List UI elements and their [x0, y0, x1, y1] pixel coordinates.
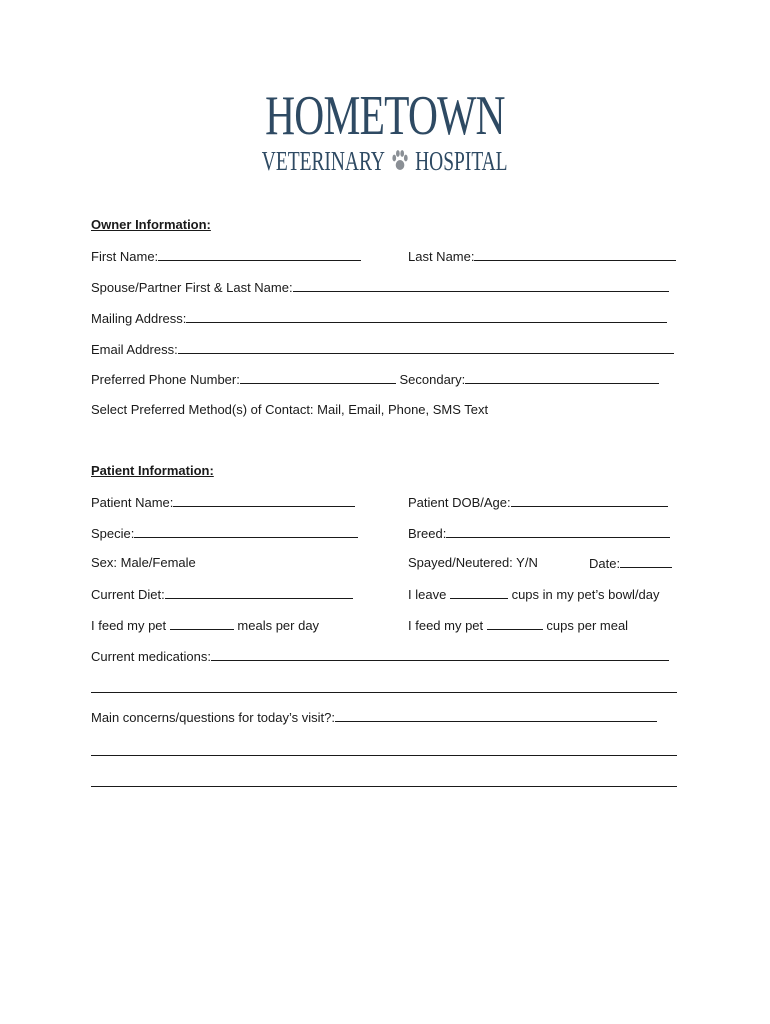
owner-heading: Owner Information: — [91, 217, 211, 232]
spouse-row — [91, 279, 669, 296]
concerns-extra-line-1[interactable] — [91, 755, 677, 756]
leave-prefix: I leave — [408, 587, 447, 602]
email-label: Email Address: — [91, 342, 178, 357]
logo-title: HOMETOWN — [265, 85, 505, 147]
breed-row — [408, 525, 670, 542]
leave-row — [408, 586, 659, 603]
leave-suffix: cups in my pet’s bowl/day — [511, 587, 660, 602]
feed-cups-suffix: cups per meal — [546, 618, 629, 633]
dob-label: Patient DOB/Age: — [408, 495, 511, 510]
medications-field[interactable] — [211, 648, 669, 661]
leave-cups-field[interactable] — [450, 586, 508, 599]
logo-subtitle — [262, 146, 508, 176]
medications-label: Current medications: — [91, 649, 211, 664]
sex-text: Sex: Male/Female — [91, 555, 196, 570]
patient-name-row — [91, 494, 355, 511]
diet-label: Current Diet: — [91, 587, 165, 602]
feed-cups-row — [408, 617, 628, 634]
phone-field[interactable] — [240, 371, 396, 384]
mailing-row — [91, 310, 667, 327]
diet-row — [91, 586, 353, 603]
paw-icon — [391, 148, 410, 174]
feed-meals-prefix: I feed my pet — [91, 618, 167, 633]
secondary-label: Secondary: — [399, 372, 466, 387]
first-name-field[interactable] — [158, 248, 361, 261]
breed-label: Breed: — [408, 526, 447, 541]
mailing-label: Mailing Address: — [91, 311, 187, 326]
specie-field[interactable] — [134, 525, 358, 538]
feed-cups-prefix: I feed my pet — [408, 618, 484, 633]
concerns-field[interactable] — [335, 709, 657, 722]
patient-name-label: Patient Name: — [91, 495, 174, 510]
phone-label: Preferred Phone Number: — [91, 372, 240, 387]
diet-field[interactable] — [165, 586, 353, 599]
concerns-row — [91, 709, 657, 726]
logo-subtitle-left: VETERINARY — [262, 146, 386, 176]
medications-row — [91, 648, 669, 665]
spouse-field[interactable] — [293, 279, 669, 292]
last-name-row — [408, 248, 676, 265]
contact-method: Select Preferred Method(s) of Contact: Mail, Email, Phone, SMS Text — [91, 402, 489, 417]
phone-row — [91, 371, 659, 388]
date-row — [589, 555, 672, 572]
concerns-extra-line-2[interactable] — [91, 786, 677, 787]
spayed-text: Spayed/Neutered: Y/N — [408, 555, 538, 570]
specie-label: Specie: — [91, 526, 135, 541]
feed-cups-field[interactable] — [487, 617, 543, 630]
patient-heading: Patient Information: — [91, 463, 214, 478]
last-name-label: Last Name: — [408, 249, 475, 264]
first-name-label: First Name: — [91, 249, 159, 264]
dob-row — [408, 494, 668, 511]
date-field[interactable] — [620, 555, 672, 568]
feed-meals-suffix: meals per day — [237, 618, 320, 633]
logo-subtitle-right: HOSPITAL — [415, 146, 508, 176]
first-name-row — [91, 248, 361, 265]
feed-meals-field[interactable] — [170, 617, 234, 630]
secondary-field[interactable] — [465, 371, 659, 384]
date-label: Date: — [589, 556, 621, 571]
medications-extra-line[interactable] — [91, 692, 677, 693]
patient-name-field[interactable] — [173, 494, 355, 507]
feed-meals-row — [91, 617, 319, 634]
spouse-label: Spouse/Partner First & Last Name: — [91, 280, 293, 295]
breed-field[interactable] — [446, 525, 670, 538]
dob-field[interactable] — [511, 494, 668, 507]
specie-row — [91, 525, 358, 542]
mailing-field[interactable] — [186, 310, 667, 323]
email-row — [91, 341, 674, 358]
last-name-field[interactable] — [474, 248, 676, 261]
hospital-logo — [0, 85, 770, 176]
concerns-label: Main concerns/questions for today’s visit?: — [91, 710, 335, 725]
email-field[interactable] — [178, 341, 674, 354]
